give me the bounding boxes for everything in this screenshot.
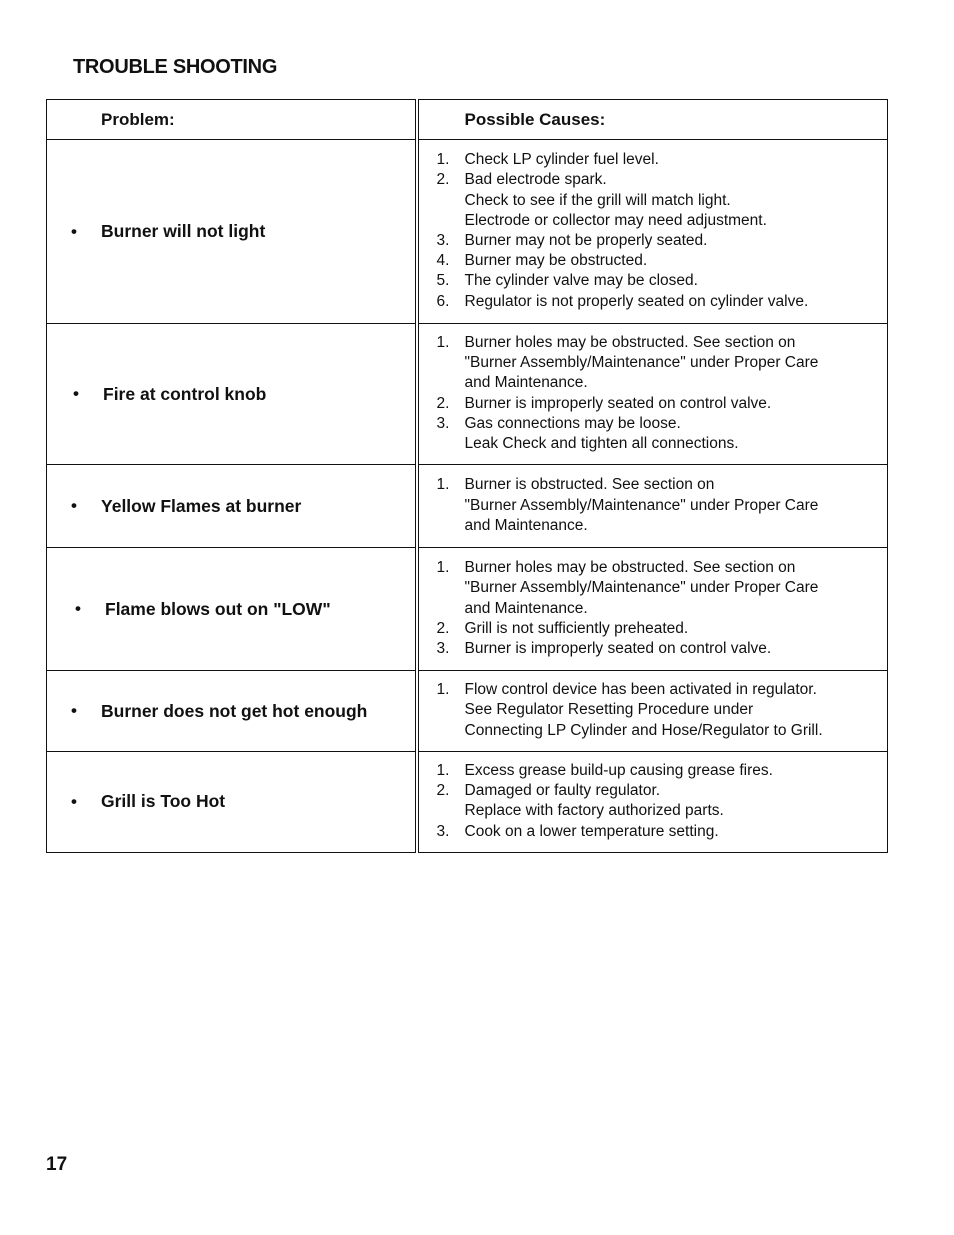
- cause-item: [419, 170, 888, 231]
- bullet-icon: •: [75, 599, 81, 619]
- cause-number: 3.: [436, 232, 450, 249]
- cause-text: Burner holes may be obstructed. See section on "Burner Assembly/Maintenance" under Proper Care and Maintenance.: [464, 334, 819, 392]
- cause-number: 1.: [436, 334, 450, 351]
- causes-cell: [417, 548, 888, 671]
- cause-item: [419, 292, 888, 312]
- problem-cell: [47, 671, 417, 752]
- causes-cell: [417, 140, 888, 324]
- causes-cell: [417, 324, 888, 465]
- page-title: TROUBLE SHOOTING: [73, 56, 278, 78]
- cause-number: 1.: [436, 476, 450, 494]
- cause-number: 1.: [436, 761, 450, 779]
- cause-item: [419, 639, 888, 659]
- problem-cell: [47, 140, 417, 324]
- table-row: [47, 751, 888, 852]
- causes-column-header: Possible Causes:: [417, 100, 888, 140]
- cause-item: [419, 680, 888, 741]
- problem-column-header: Problem:: [47, 100, 417, 140]
- causes-list: [419, 752, 888, 852]
- cause-text: Burner may be obstructed.: [464, 252, 648, 270]
- page-number: 17: [46, 1154, 68, 1175]
- problem-cell: [47, 324, 417, 465]
- table-row: [47, 324, 888, 465]
- table-row: [47, 548, 888, 671]
- cause-item: [419, 414, 888, 454]
- problem-text: Fire at control knob: [103, 383, 267, 404]
- problem-text: Grill is Too Hot: [101, 791, 226, 812]
- cause-number: 6.: [436, 292, 450, 310]
- cause-text: Bad electrode spark. Check to see if the grill will match light. Electrode or collector may need adjustment.: [464, 171, 767, 229]
- cause-item: [419, 781, 888, 821]
- problem-text: Yellow Flames at burner: [101, 495, 302, 516]
- bullet-icon: •: [71, 791, 77, 811]
- cause-number: 2.: [436, 394, 450, 412]
- cause-item: [419, 558, 888, 619]
- cause-text: Cook on a lower temperature setting.: [464, 822, 719, 840]
- cause-text: Grill is not sufficiently preheated.: [464, 619, 689, 637]
- problem-cell: [47, 751, 417, 852]
- cause-text: Burner is improperly seated on control valve.: [464, 394, 772, 412]
- cause-number: 1.: [436, 559, 450, 577]
- cause-text: Regulator is not properly seated on cylinder valve.: [464, 292, 809, 310]
- cause-item: [419, 619, 888, 639]
- cause-text: Burner is obstructed. See section on "Burner Assembly/Maintenance" under Proper Care and Maintenance.: [464, 476, 819, 534]
- bullet-icon: •: [71, 221, 77, 241]
- cause-number: 5.: [436, 272, 450, 290]
- cause-text: Damaged or faulty regulator. Replace with factory authorized parts.: [464, 782, 724, 820]
- cause-text: The cylinder valve may be closed.: [464, 272, 698, 290]
- causes-cell: [417, 751, 888, 852]
- cause-text: Burner may not be properly seated.: [464, 232, 708, 249]
- bullet-icon: •: [73, 384, 79, 404]
- table-row: [47, 140, 888, 324]
- troubleshooting-table: [46, 99, 888, 853]
- causes-list: [419, 671, 888, 751]
- cause-number: 1.: [436, 681, 450, 699]
- problem-cell: [47, 465, 417, 548]
- causes-list: [419, 466, 888, 546]
- problem-text: Burner does not get hot enough: [101, 700, 368, 721]
- cause-number: 3.: [436, 822, 450, 840]
- cause-number: 2.: [436, 619, 450, 637]
- causes-cell: [417, 465, 888, 548]
- table-body: [47, 140, 888, 853]
- cause-number: 1.: [436, 151, 450, 169]
- cause-number: 4.: [436, 252, 450, 270]
- cause-text: Burner holes may be obstructed. See section on "Burner Assembly/Maintenance" under Proper Care and Maintenance.: [464, 559, 819, 617]
- cause-item: [419, 761, 888, 781]
- table-row: [47, 671, 888, 752]
- bullet-icon: •: [71, 496, 77, 516]
- problem-text: Burner will not light: [101, 221, 266, 241]
- bullet-icon: •: [71, 701, 77, 721]
- problem-cell: [47, 548, 417, 671]
- cause-text: Flow control device has been activated in regulator. See Regulator Resetting Procedure under Connecting LP Cylinder and Hose/Regulator to Grill.: [464, 681, 823, 739]
- cause-number: 2.: [436, 782, 450, 800]
- cause-text: Gas connections may be loose. Leak Check and tighten all connections.: [464, 414, 739, 453]
- table-header-row: [47, 100, 888, 140]
- causes-list: [419, 549, 888, 669]
- cause-item: [419, 251, 888, 271]
- cause-item: [419, 822, 888, 842]
- cause-number: 3.: [436, 640, 450, 658]
- causes-list: [419, 141, 888, 322]
- cause-item: [419, 475, 888, 536]
- cause-item: [419, 333, 888, 394]
- cause-text: Check LP cylinder fuel level.: [464, 151, 659, 169]
- cause-item: [419, 231, 888, 251]
- cause-item: [419, 394, 888, 414]
- causes-cell: [417, 671, 888, 752]
- problem-text: Flame blows out on "LOW": [105, 598, 331, 619]
- cause-text: Excess grease build-up causing grease fires.: [464, 761, 773, 779]
- cause-item: [419, 150, 888, 170]
- cause-number: 2.: [436, 171, 450, 189]
- cause-text: Burner is improperly seated on control valve.: [464, 640, 772, 658]
- cause-number: 3.: [436, 414, 450, 432]
- table-row: [47, 465, 888, 548]
- causes-list: [419, 324, 888, 464]
- cause-item: [419, 271, 888, 291]
